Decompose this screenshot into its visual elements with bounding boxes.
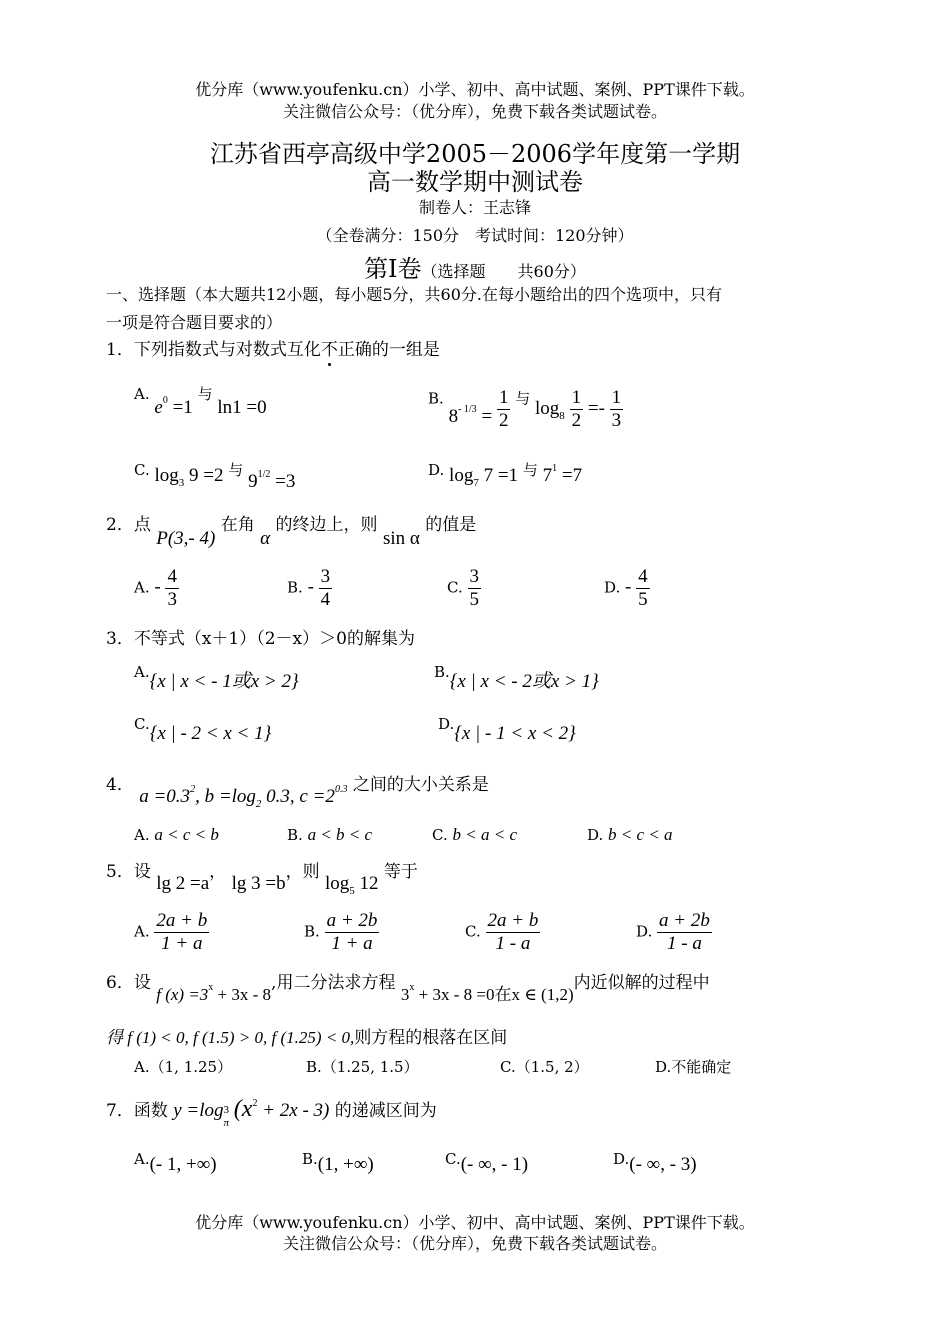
question-1-stem: 1．下列指数式与对数式互化不正确的一组是 bbox=[106, 340, 440, 360]
q3-option-c[interactable]: C.{x | - 2 < x < 1} bbox=[134, 715, 272, 744]
exam-subtitle: 高一数学期中测试卷 bbox=[367, 168, 583, 196]
q6-option-a[interactable]: A.（1, 1.25） bbox=[134, 1058, 233, 1076]
question-4-stem: 4． $a =0.3^2$, $b =\log_2$ 0.3, $c =2^{0.3}$ 之间的大小关系是 bbox=[106, 775, 489, 810]
q7-option-b[interactable]: B.(1, +∞) bbox=[302, 1150, 374, 1175]
q1-option-b[interactable]: B. $8^{- 1/3}$ = $\frac{1}{2}$ 与 $\log_8$ $\frac{1}{2}$ =- $\frac{1}{3}$ bbox=[428, 387, 622, 431]
q4-option-c[interactable]: C. b < a < c bbox=[432, 825, 517, 844]
section-title: 第Ⅰ卷 bbox=[364, 255, 422, 283]
section-note: （选择题 共60分） bbox=[421, 262, 586, 281]
q7-option-c[interactable]: C.(- ∞, - 1) bbox=[445, 1150, 529, 1175]
q2-option-d[interactable]: D. - $\frac{4}{5}$ bbox=[604, 566, 648, 610]
exam-title: 江苏省西亭高级中学2005－2006学年度第一学期 bbox=[209, 140, 741, 168]
q5-option-d[interactable]: D. $\frac{a + 2b}{1 - a}$ bbox=[636, 910, 710, 954]
q5-option-b[interactable]: B. $\frac{a + 2b}{1 + a}$ bbox=[304, 910, 378, 954]
footer-line-2: 关注微信公众号：（优分库），免费下载各类试题试卷。 bbox=[282, 1234, 667, 1253]
header-line-2: 关注微信公众号：（优分库），免费下载各类试题试卷。 bbox=[282, 102, 667, 121]
q2-option-a[interactable]: A. - $\frac{4}{3}$ bbox=[134, 566, 177, 610]
question-2-stem: 2．点 P(3,- 4) 在角 α 的终边上，则 sin α 的值是 bbox=[106, 515, 477, 549]
q1-option-a[interactable]: A. $e^0 =1$ 与 ln1 =0 bbox=[134, 385, 267, 418]
q3-option-d[interactable]: D.{x | - 1 < x < 2} bbox=[438, 715, 576, 744]
question-3-stem: 3．不等式（x＋1）（2－x）＞0的解集为 bbox=[106, 629, 415, 649]
question-6-line-2: 得 f (1) < 0, f (1.5) > 0, f (1.25) < 0,则方程的根落在区间 bbox=[106, 1028, 508, 1048]
author: 制卷人：王志锋 bbox=[418, 198, 531, 217]
question-5-stem: 5．设 lg 2 =a， lg 3 =b，则 $\log_5 12$ 等于 bbox=[106, 862, 418, 897]
q4-option-b[interactable]: B. a < b < c bbox=[287, 825, 373, 844]
q3-option-b[interactable]: B.{x | x < - 2或x > 1} bbox=[434, 663, 599, 692]
q3-option-a[interactable]: A.{x | x < - 1或x > 2} bbox=[134, 663, 299, 692]
instructions-line-2: 一项是符合题目要求的） bbox=[106, 313, 283, 332]
q6-option-b[interactable]: B.（1.25, 1.5） bbox=[306, 1058, 419, 1076]
instructions-line-1: 一、选择题（本大题共12小题，每小题5分，共60分.在每小题给出的四个选项中，只有 bbox=[106, 285, 722, 304]
q6-option-c[interactable]: C.（1.5, 2） bbox=[500, 1058, 589, 1076]
q5-option-c[interactable]: C. $\frac{2a + b}{1 - a}$ bbox=[465, 910, 539, 954]
section-heading bbox=[0, 249, 950, 284]
q7-option-d[interactable]: D.(- ∞, - 3) bbox=[613, 1150, 697, 1175]
q2-option-b[interactable]: B. - $\frac{3}{4}$ bbox=[287, 566, 331, 610]
footer-line-1: 优分库（www.youfenku.cn）小学、初中、高中试题、案例、PPT课件下载。 bbox=[195, 1213, 755, 1232]
q7-option-a[interactable]: A.(- 1, +∞) bbox=[134, 1150, 217, 1175]
q1-option-d[interactable]: D. $\log_7 7 =1$ 与 $7^1 =7$ bbox=[428, 461, 583, 489]
question-7-stem: 7．函数 y =log 3 π $(x^2 + 2x - 3)$ 的递减区间为 bbox=[106, 1096, 437, 1129]
q6-option-d[interactable]: D.不能确定 bbox=[655, 1058, 732, 1076]
q1-option-c[interactable]: C. $\log_3 9 =2$ 与 $9^{1/2} =3$ bbox=[134, 461, 296, 492]
q5-option-a[interactable]: A. $\frac{2a + b}{1 + a}$ bbox=[134, 910, 208, 954]
q2-option-c[interactable]: C. $\frac{3}{5}$ bbox=[447, 566, 479, 610]
question-6-stem: 6．设 f $(x) =3^x + 3x - 8$,用二分法求方程 $3^x + 3x - 8 =0$在x ∈ (1,2)内近似解的过程中 bbox=[106, 973, 710, 1004]
q4-option-a[interactable]: A. a < c < b bbox=[134, 825, 219, 844]
q4-option-d[interactable]: D. b < c < a bbox=[587, 825, 673, 844]
exam-info: （全卷满分：150分 考试时间：120分钟） bbox=[316, 226, 634, 245]
header-line-1: 优分库（www.youfenku.cn）小学、初中、高中试题、案例、PPT课件下载。 bbox=[195, 80, 755, 99]
